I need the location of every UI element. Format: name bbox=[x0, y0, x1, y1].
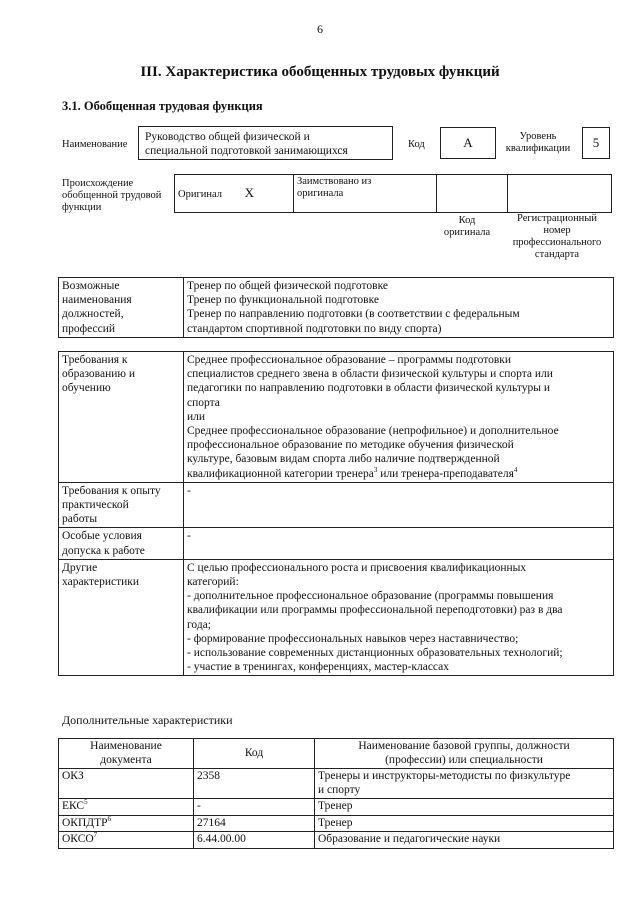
education-line-part: или тренера-преподавателя bbox=[377, 467, 514, 480]
code-label: Код bbox=[408, 139, 425, 150]
table-row bbox=[59, 799, 614, 816]
position-item: Тренер по функциональной подготовке bbox=[187, 294, 380, 307]
row-group: Образование и педагогические науки bbox=[315, 832, 614, 849]
other-line: года; bbox=[187, 618, 211, 631]
code-original-caption bbox=[432, 215, 502, 239]
other-label-line-2: характеристики bbox=[62, 576, 140, 589]
page-number: 6 bbox=[317, 22, 323, 36]
positions-label bbox=[59, 278, 184, 338]
footnote-ref: 4 bbox=[513, 465, 518, 474]
positions-label-line-3: должностей, bbox=[62, 308, 124, 321]
header-group-line-1: Наименование базовой группы, должности bbox=[358, 740, 570, 752]
row-group-line: Тренеры и инструкторы-методисты по физкультуре bbox=[318, 770, 571, 782]
code-value: А bbox=[440, 127, 496, 159]
row-document bbox=[59, 799, 194, 816]
requirements-table bbox=[58, 351, 614, 676]
education-label-line-2: образованию и bbox=[62, 368, 135, 381]
education-line: или bbox=[187, 410, 206, 423]
education-line: специалистов среднего звена в области физической культуры и спорта или bbox=[187, 368, 553, 381]
other-line: категорий: bbox=[187, 576, 239, 589]
registration-line-3: профессионального bbox=[512, 237, 602, 248]
other-line: - формирование профессиональных навыков через наставничество; bbox=[187, 632, 519, 645]
education-label-line-1: Требования к bbox=[62, 354, 128, 366]
education-label-line-3: обучению bbox=[62, 382, 111, 395]
education-line: профессиональное образование по методике обучения физической bbox=[187, 439, 514, 452]
education-label bbox=[59, 352, 184, 483]
footnote-ref: 3 bbox=[373, 465, 378, 474]
origin-label-line-2: обобщенной трудовой bbox=[62, 190, 162, 201]
positions-label-line-1: Возможные bbox=[62, 280, 120, 292]
other-line: квалификации или программы профессиональной переподготовки) раз в два bbox=[187, 604, 563, 617]
origin-label-line-3: функции bbox=[62, 202, 102, 213]
row-doc-name: ОКЗ bbox=[62, 770, 84, 782]
other-line: - дополнительное профессиональное образование (программы повышения bbox=[187, 590, 554, 603]
education-line: культуре, базовым видам спорта либо наличие подтвержденной bbox=[187, 453, 500, 466]
row-code: 2358 bbox=[194, 769, 315, 799]
additional-title: Дополнительные характеристики bbox=[62, 713, 233, 727]
registration-caption bbox=[502, 213, 612, 261]
row-group bbox=[315, 769, 614, 799]
table-row bbox=[59, 832, 614, 849]
row-code: 27164 bbox=[194, 815, 315, 832]
level-label-line-1: Уровень bbox=[519, 131, 557, 142]
level-label bbox=[503, 131, 573, 155]
row-group: Тренер bbox=[315, 799, 614, 816]
other-line: - участие в тренингах, конференциях, мастер-классах bbox=[187, 661, 450, 674]
row-code: - bbox=[194, 799, 315, 816]
education-line: Среднее профессиональное образование – программы подготовки bbox=[187, 354, 512, 366]
positions-label-line-2: наименования bbox=[62, 294, 132, 307]
conditions-label-line-1: Особые условия bbox=[62, 530, 142, 543]
registration-line-1: Регистрационный bbox=[517, 213, 597, 224]
code-original-line-1: Код bbox=[458, 215, 476, 226]
row-document bbox=[59, 815, 194, 832]
position-item: Тренер по направлению подготовки (в соответствии с федеральным bbox=[187, 308, 520, 321]
name-value-line-1: Руководство общей физической и bbox=[145, 131, 310, 143]
other-line: - использование современных дистанционных образовательных технологий; bbox=[187, 647, 563, 660]
conditions-label-line-2: допуска к работе bbox=[62, 544, 145, 557]
education-line: педагогики по направлению подготовки в области физической культуры и bbox=[187, 382, 550, 395]
header-document bbox=[59, 739, 194, 769]
other-label bbox=[59, 559, 184, 676]
section-title: III. Характеристика обобщенных трудовых функций bbox=[140, 64, 500, 80]
positions-table bbox=[58, 277, 614, 338]
positions-value bbox=[184, 278, 614, 338]
row-code: 6.44.00.00 bbox=[194, 832, 315, 849]
position-item: Тренер по общей физической подготовке bbox=[187, 280, 388, 292]
borrowed-line-1: Заимствовано из bbox=[297, 176, 372, 187]
position-item: стандартом спортивной подготовки по виду спорта) bbox=[187, 322, 442, 335]
header-document-line-2: документа bbox=[100, 753, 152, 766]
other-line: С целью профессионального роста и присвоения квалификационных bbox=[187, 561, 527, 574]
footnote-ref: 7 bbox=[93, 831, 98, 840]
other-label-line-1: Другие bbox=[62, 561, 98, 574]
original-mark: X bbox=[244, 184, 255, 200]
original-label: Оригинал bbox=[178, 188, 222, 200]
conditions-label bbox=[59, 528, 184, 559]
education-line-part: квалификационной категории тренера bbox=[187, 467, 374, 480]
origin-table bbox=[174, 174, 612, 213]
education-line: Среднее профессиональное образование (непрофильное) и дополнительное bbox=[187, 425, 559, 438]
header-code: Код bbox=[194, 739, 315, 769]
name-label: Наименование bbox=[62, 139, 128, 150]
education-line bbox=[187, 467, 610, 481]
conditions-value: - bbox=[184, 528, 614, 559]
row-document bbox=[59, 769, 194, 799]
footnote-ref: 5 bbox=[84, 798, 88, 807]
table-row bbox=[59, 815, 614, 832]
row-doc-name: ОКПДТР bbox=[62, 816, 108, 829]
level-value: 5 bbox=[582, 127, 610, 159]
table-row bbox=[59, 769, 614, 799]
row-group-line: и спорту bbox=[318, 783, 361, 796]
origin-code-cell bbox=[437, 175, 508, 213]
origin-label bbox=[62, 178, 161, 214]
origin-label-line-1: Происхождение bbox=[62, 178, 134, 189]
row-doc-name: ОКСО bbox=[62, 833, 94, 845]
education-value bbox=[184, 352, 614, 483]
origin-original-cell bbox=[175, 175, 294, 213]
header-document-line-1: Наименование bbox=[90, 740, 162, 752]
registration-line-2: номер bbox=[543, 225, 571, 236]
registration-line-4: стандарта bbox=[534, 249, 580, 260]
borrowed-line-2: оригинала bbox=[297, 188, 344, 199]
origin-borrowed-cell bbox=[294, 175, 437, 213]
origin-reg-cell bbox=[508, 175, 612, 213]
experience-label-line-3: работы bbox=[62, 513, 98, 526]
level-label-line-2: квалификации bbox=[505, 143, 571, 154]
experience-label-line-1: Требования к опыту bbox=[62, 484, 161, 497]
experience-label bbox=[59, 482, 184, 528]
header-group-line-2: (профессии) или специальности bbox=[385, 753, 543, 766]
code-original-line-2: оригинала bbox=[443, 227, 491, 238]
row-doc-name: ЕКС bbox=[62, 800, 85, 812]
other-value bbox=[184, 559, 614, 676]
name-value-line-2: специальной подготовкой занимающихся bbox=[145, 145, 348, 157]
header-group bbox=[315, 739, 614, 769]
row-group: Тренер bbox=[315, 815, 614, 832]
subsection-title: 3.1. Обобщенная трудовая функция bbox=[62, 99, 263, 113]
experience-label-line-2: практической bbox=[62, 499, 129, 512]
positions-label-line-4: профессий bbox=[62, 322, 116, 335]
footnote-ref: 6 bbox=[107, 814, 112, 823]
row-document bbox=[59, 832, 194, 849]
experience-value: - bbox=[184, 482, 614, 528]
name-value-box bbox=[138, 126, 393, 160]
education-line: спорта bbox=[187, 396, 220, 409]
additional-table bbox=[58, 738, 614, 849]
